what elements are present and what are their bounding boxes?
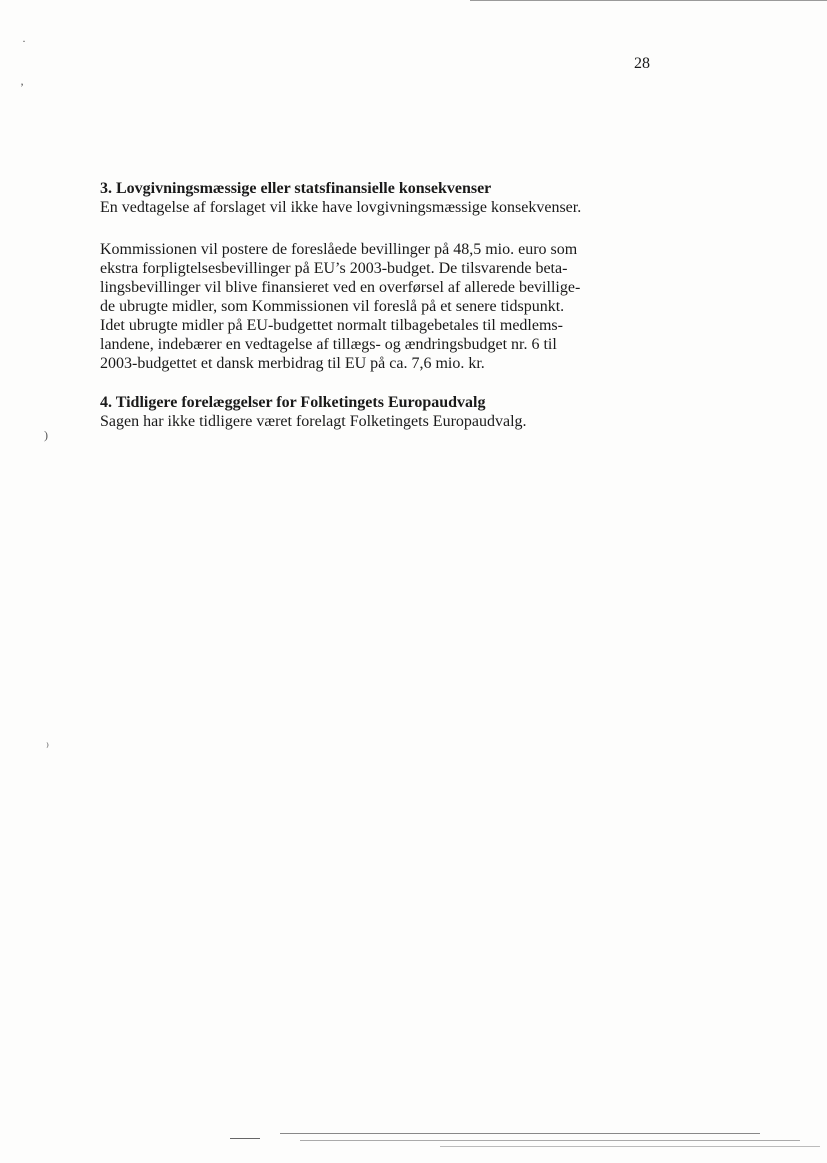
paragraph-line: de ubrugte midler, som Kommissionen vil foreslå på et senere tidspunkt. — [100, 298, 565, 315]
section-4 — [100, 393, 660, 431]
scan-bottom-artifact — [280, 1133, 760, 1134]
section-3-heading: 3. Lovgivningsmæssige eller statsfinansielle konsekvenser — [100, 180, 492, 197]
scan-bottom-artifact — [440, 1146, 820, 1147]
paragraph-line: Idet ubrugte midler på EU-budgettet normalt tilbagebetales til medlems- — [100, 317, 563, 334]
page-number: 28 — [634, 55, 650, 72]
paragraph-line: 2003-budgettet et dansk merbidrag til EU på ca. 7,6 mio. kr. — [100, 355, 485, 372]
section-4-heading: 4. Tidligere forelæggelser for Folketingets Europaudvalg — [100, 394, 486, 411]
paragraph-line: lingsbevillinger vil blive finansieret ved en overførsel af allerede bevillige- — [100, 279, 581, 296]
section-4-text: Sagen har ikke tidligere været forelagt Folketingets Europaudvalg. — [100, 413, 527, 430]
paragraph-line: landene, indebærer en vedtagelse af tillægs- og ændringsbudget nr. 6 til — [100, 336, 557, 353]
scan-bottom-artifact — [300, 1140, 800, 1141]
scan-speck: ) — [44, 428, 48, 442]
section-3 — [100, 179, 660, 217]
scan-top-edge — [470, 0, 827, 1]
scan-speck: ⁾ — [46, 740, 49, 754]
section-3-intro: En vedtagelse af forslaget vil ikke have lovgivningsmæssige konsekvenser. — [100, 199, 582, 216]
scan-speck: · — [22, 34, 26, 48]
scan-bottom-artifact — [230, 1138, 260, 1139]
section-3-paragraph — [100, 240, 660, 373]
paragraph-line: ekstra forpligtelsesbevillinger på EU’s 2003-budget. De tilsvarende beta- — [100, 260, 568, 277]
scan-speck: ’ — [20, 80, 24, 94]
paragraph-line: Kommissionen vil postere de foreslåede bevillinger på 48,5 mio. euro som — [100, 241, 578, 258]
